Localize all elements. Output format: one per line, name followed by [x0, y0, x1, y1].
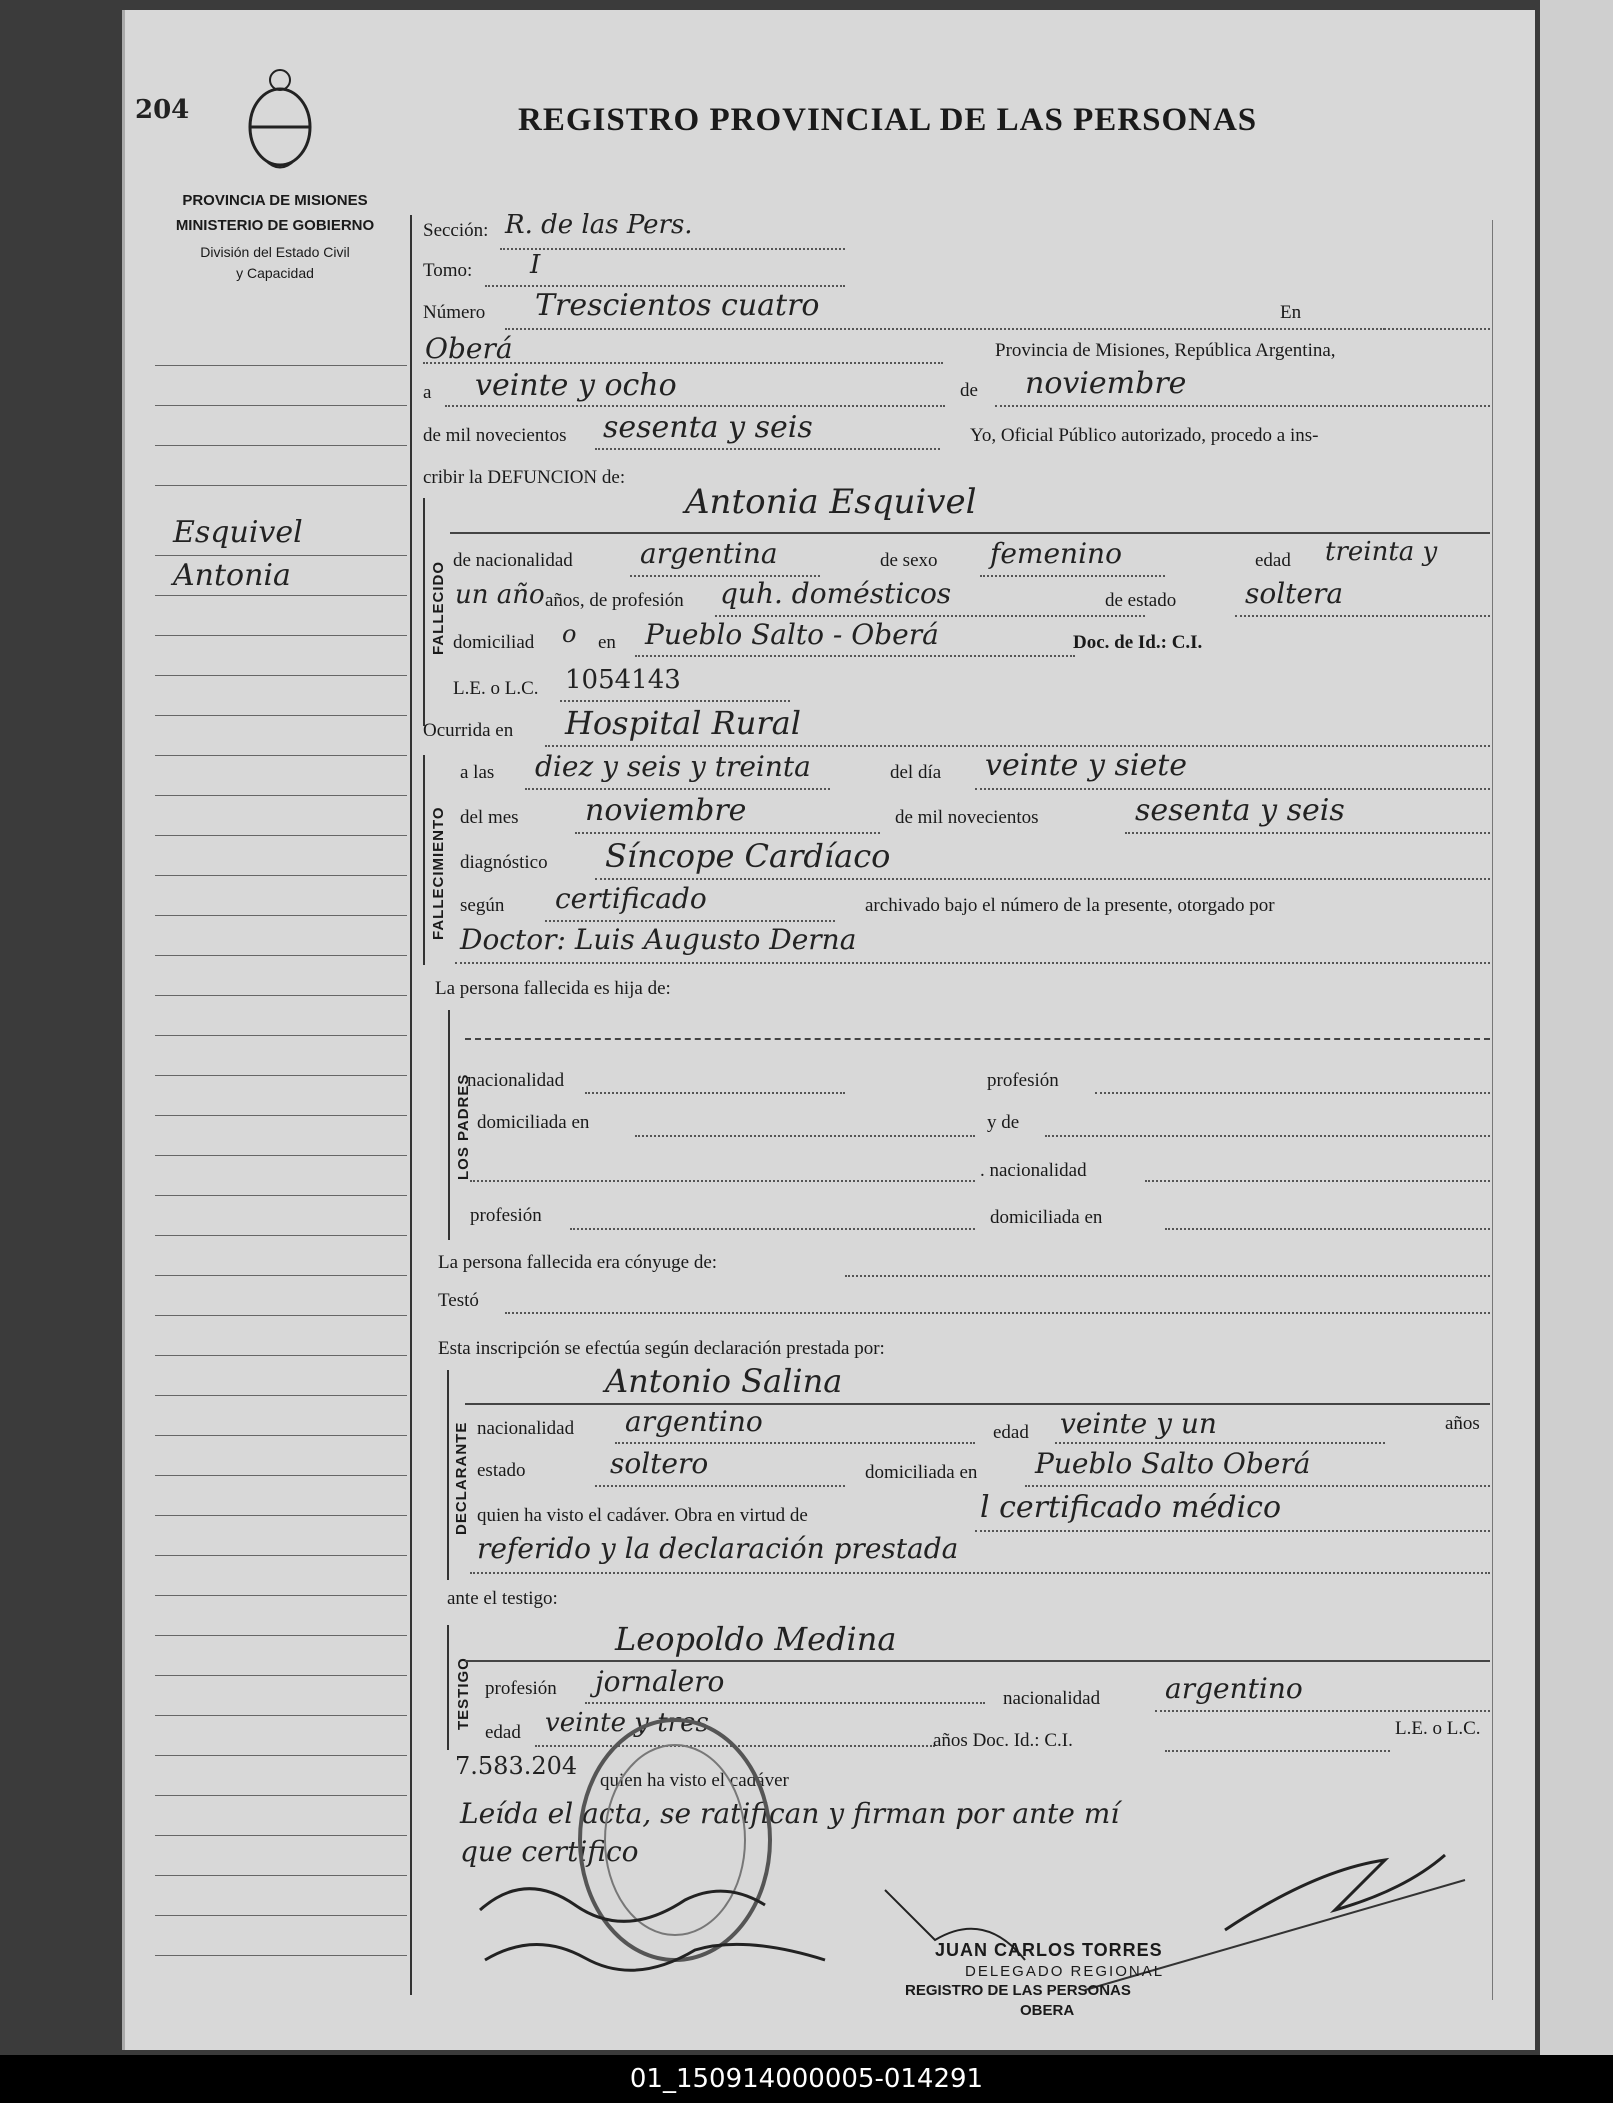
- section-bar: [423, 755, 425, 965]
- value-mes: noviembre: [1025, 366, 1187, 401]
- label-anios-profesion: años, de profesión: [545, 590, 684, 611]
- margin-rule: [155, 835, 407, 836]
- margin-rule: [155, 1395, 407, 1396]
- label-doc: Doc. de Id.: C.I.: [1073, 632, 1203, 653]
- fill-line: [585, 1702, 985, 1704]
- value-dia-fall: veinte y siete: [985, 748, 1188, 783]
- fill-line: [570, 1228, 975, 1230]
- margin-rule: [155, 1795, 407, 1796]
- margin-rule: [155, 955, 407, 956]
- label-seccion: Sección:: [423, 220, 489, 241]
- label-conyuge: La persona fallecida era cónyuge de:: [438, 1252, 718, 1273]
- margin-rule: [155, 1155, 407, 1156]
- fill-line: [545, 920, 835, 922]
- label-cribir: cribir la DEFUNCION de:: [423, 467, 626, 488]
- fill-line: [1125, 832, 1490, 834]
- margin-divider: [410, 215, 412, 1995]
- fill-line: [500, 248, 845, 250]
- label-testigo-nacionalidad: nacionalidad: [1003, 1688, 1101, 1709]
- value-ocurrida: Hospital Rural: [565, 704, 801, 742]
- header-ministry: MINISTERIO DE GOBIERNO: [175, 217, 375, 234]
- value-segun: certificado: [555, 882, 707, 915]
- fill-line: [1145, 1180, 1490, 1182]
- fill-line: [1235, 615, 1490, 617]
- fill-line: [1055, 1442, 1385, 1444]
- margin-note-name: Antonia: [173, 558, 291, 593]
- value-edad2: un año: [455, 580, 545, 610]
- margin-rule: [155, 1555, 407, 1556]
- section-label-fallecido: FALLECIDO: [430, 561, 447, 655]
- value-testigo-nacionalidad: argentino: [1165, 1672, 1303, 1705]
- value-dom-suffix: o: [562, 620, 577, 648]
- fill-line: [1320, 328, 1490, 330]
- header-province: PROVINCIA DE MISIONES: [182, 192, 368, 209]
- label-en: En: [1280, 302, 1302, 323]
- fill-line: [1025, 1485, 1490, 1487]
- margin-rule: [155, 1075, 407, 1076]
- coat-of-arms-icon: [240, 65, 320, 175]
- margin-rule: [155, 755, 407, 756]
- section-bar: [447, 1625, 449, 1750]
- label-provincia: Provincia de Misiones, República Argentina,: [995, 340, 1336, 361]
- label-testigo-le: L.E. o L.C.: [1395, 1718, 1481, 1739]
- margin-rule: [155, 915, 407, 916]
- fill-line: [470, 1572, 1490, 1574]
- value-numero: Trescientos cuatro: [535, 288, 820, 323]
- fill-line: [545, 745, 1490, 747]
- fill-line: [845, 1275, 1490, 1277]
- value-nacionalidad: argentina: [640, 537, 778, 570]
- fill-line: [465, 1660, 1490, 1662]
- label-padres-profesion2: profesión: [470, 1205, 542, 1226]
- signature-name: JUAN CARLOS TORRES: [935, 1940, 1163, 1960]
- value-doctor: Doctor: Luis Augusto Derna: [460, 923, 857, 956]
- value-domicilio: Pueblo Salto - Oberá: [645, 618, 939, 651]
- margin-rule: [155, 405, 407, 406]
- fill-line: [595, 448, 940, 450]
- section-bar: [423, 498, 425, 726]
- label-padres-domiciliada2: domiciliada en: [990, 1207, 1103, 1228]
- label-declarante-domiciliada: domiciliada en: [865, 1462, 978, 1483]
- margin-rule: [155, 1435, 407, 1436]
- label-del-mes: del mes: [460, 807, 519, 828]
- margin-rule: [155, 715, 407, 716]
- fill-line: [585, 1092, 845, 1094]
- fill-line: [975, 1530, 1490, 1532]
- label-le: L.E. o L.C.: [453, 678, 539, 699]
- label-inscripcion: Esta inscripción se efectúa según declaración prestada por:: [438, 1338, 885, 1359]
- fill-line: [485, 285, 845, 287]
- value-mes-fall: noviembre: [585, 793, 747, 828]
- margin-rule: [155, 635, 407, 636]
- fill-line: [560, 700, 790, 702]
- value-diagnostico: Síncope Cardíaco: [605, 837, 891, 875]
- label-domiciliad: domiciliad: [453, 632, 535, 653]
- fill-line: [1165, 1228, 1490, 1230]
- label-a: a: [423, 382, 432, 403]
- margin-rule: [155, 595, 407, 596]
- margin-rule: [155, 1235, 407, 1236]
- fill-line: [635, 655, 1075, 657]
- value-nombre: Antonia Esquivel: [685, 482, 977, 522]
- margin-rule: [155, 1955, 407, 1956]
- fill-line: [595, 878, 1490, 880]
- margin-rule: [155, 1595, 407, 1596]
- label-quien: quien ha visto el cadáver. Obra en virtud de: [477, 1505, 808, 1526]
- label-padres-nacionalidad: nacionalidad: [467, 1070, 565, 1091]
- fill-line: [465, 1403, 1490, 1405]
- margin-rule: [155, 1475, 407, 1476]
- signature-city: OBERA: [1020, 2002, 1075, 2019]
- label-del-dia: del día: [890, 762, 942, 783]
- label-testigo-anios-doc: años Doc. Id.: C.I.: [933, 1730, 1073, 1751]
- margin-rule: [155, 1875, 407, 1876]
- value-edad1: treinta y: [1325, 537, 1438, 567]
- fill-line: [525, 788, 830, 790]
- margin-rule: [155, 1675, 407, 1676]
- label-declarante-nacionalidad: nacionalidad: [477, 1418, 575, 1439]
- label-declarante-anios: años: [1445, 1413, 1480, 1434]
- label-estado: de estado: [1105, 590, 1177, 611]
- margin-rule: [155, 1355, 407, 1356]
- value-profesion: quh. domésticos: [720, 577, 952, 610]
- label-de-mil: de mil novecientos: [423, 425, 567, 446]
- header-capacity: y Capacidad: [236, 265, 314, 281]
- signature-office: REGISTRO DE LAS PERSONAS: [905, 1982, 1131, 1999]
- value-tomo: I: [530, 250, 541, 280]
- label-testigo-quien: quien ha visto el cadáver: [600, 1770, 789, 1791]
- fill-line: [635, 1135, 975, 1137]
- margin-rule: [155, 1835, 407, 1836]
- header-division: División del Estado Civil: [200, 244, 350, 260]
- value-declarante-domicilio: Pueblo Salto Oberá: [1035, 1447, 1311, 1480]
- value-dia: veinte y ocho: [475, 368, 677, 403]
- margin-rule: [155, 1275, 407, 1276]
- image-footer: 01_150914000005-014291: [0, 2055, 1613, 2103]
- register-page: [122, 10, 1535, 2050]
- label-de-mil2: de mil novecientos: [895, 807, 1039, 828]
- value-testigo-edad: veinte y tres: [545, 1708, 709, 1738]
- value-obra2: referido y la declaración prestada: [477, 1532, 959, 1565]
- label-declarante-edad: edad: [993, 1422, 1029, 1443]
- label-testigo-profesion: profesión: [485, 1678, 557, 1699]
- value-anio: sesenta y seis: [603, 410, 813, 445]
- value-declarante-nacionalidad: argentino: [625, 1405, 763, 1438]
- value-testigo-nombre: Leopoldo Medina: [615, 1620, 897, 1658]
- label-padres-domiciliada: domiciliada en: [477, 1112, 590, 1133]
- page-number: 204: [135, 95, 190, 125]
- section-label-padres: LOS PADRES: [455, 1073, 472, 1180]
- margin-note-surname: Esquivel: [173, 515, 303, 550]
- label-diagnostico: diagnóstico: [460, 852, 548, 873]
- section-label-declarante: DECLARANTE: [453, 1421, 470, 1535]
- label-numero: Número: [423, 302, 486, 323]
- fill-line: [980, 575, 1165, 577]
- margin-rule: [155, 1755, 407, 1756]
- label-nacionalidad: de nacionalidad: [453, 550, 573, 571]
- margin-rule: [155, 1115, 407, 1116]
- label-de: de: [960, 380, 978, 401]
- section-label-fallecimiento: FALLECIMIENTO: [430, 806, 447, 940]
- fill-line: [995, 405, 1490, 407]
- adjacent-page: [1540, 0, 1613, 2055]
- value-declarante-estado: soltero: [610, 1447, 709, 1480]
- label-edad: edad: [1255, 550, 1291, 571]
- label-yo: Yo, Oficial Público autorizado, procedo a ins-: [970, 425, 1319, 446]
- label-en-dom: en: [598, 632, 616, 653]
- section-bar: [447, 1370, 449, 1580]
- label-ocurrida: Ocurrida en: [423, 720, 514, 741]
- label-sexo: de sexo: [880, 550, 938, 571]
- value-leida2: que certifico: [460, 1835, 639, 1868]
- value-leida1: Leída el acta, se ratifican y firman por ante mí: [460, 1797, 1120, 1830]
- label-segun: según: [460, 895, 505, 916]
- page-title: REGISTRO PROVINCIAL DE LAS PERSONAS: [518, 102, 1258, 138]
- label-declarante-estado: estado: [477, 1460, 526, 1481]
- right-margin: [1492, 220, 1493, 2000]
- label-a-las: a las: [460, 762, 495, 783]
- fill-line: [1155, 1710, 1490, 1712]
- fill-line: [465, 1038, 1490, 1040]
- value-sexo: femenino: [990, 537, 1122, 570]
- margin-rule: [155, 795, 407, 796]
- fill-line: [505, 1312, 1490, 1314]
- section-bar: [448, 1010, 450, 1240]
- label-y-de: y de: [987, 1112, 1020, 1133]
- margin-rule: [155, 1915, 407, 1916]
- label-padres-nacionalidad2: . nacionalidad: [980, 1160, 1087, 1181]
- value-testigo-le: 7.583.204: [455, 1752, 578, 1780]
- margin-rule: [155, 675, 407, 676]
- margin-rule: [155, 1195, 407, 1196]
- fill-line: [450, 532, 1490, 534]
- fill-line: [615, 1442, 975, 1444]
- margin-rule: [155, 1515, 407, 1516]
- margin-rule: [155, 445, 407, 446]
- margin-rule: [155, 485, 407, 486]
- label-padres-profesion: profesión: [987, 1070, 1059, 1091]
- fill-line: [470, 1180, 975, 1182]
- fill-line: [1165, 1750, 1390, 1752]
- value-declarante-nombre: Antonio Salina: [605, 1362, 843, 1400]
- margin-rule: [155, 995, 407, 996]
- margin-rule: [155, 875, 407, 876]
- label-testigo-edad: edad: [485, 1722, 521, 1743]
- value-declarante-edad: veinte y un: [1060, 1407, 1217, 1440]
- section-label-testigo: TESTIGO: [455, 1657, 472, 1730]
- label-hija: La persona fallecida es hija de:: [435, 978, 671, 999]
- label-tomo: Tomo:: [423, 260, 473, 281]
- fill-line: [975, 788, 1490, 790]
- margin-rule: [155, 1715, 407, 1716]
- margin-rule: [155, 555, 407, 556]
- label-testo: Testó: [438, 1290, 479, 1311]
- signature-role: DELEGADO REGIONAL: [965, 1963, 1165, 1980]
- margin-rule: [155, 365, 407, 366]
- fill-line: [575, 832, 880, 834]
- label-ante: ante el testigo:: [447, 1588, 558, 1609]
- label-archivado: archivado bajo el número de la presente, otorgado por: [865, 895, 1275, 916]
- fill-line: [595, 1485, 845, 1487]
- value-obra1: l certificado médico: [980, 1490, 1282, 1525]
- fill-line: [1045, 1135, 1490, 1137]
- value-le: 1054143: [565, 665, 681, 695]
- value-anio-fall: sesenta y seis: [1135, 793, 1345, 828]
- fill-line: [505, 328, 1385, 330]
- value-testigo-profesion: jornalero: [595, 1665, 725, 1698]
- value-estado: soltera: [1245, 577, 1344, 610]
- value-seccion: R. de las Pers.: [505, 210, 693, 240]
- value-lugar: Oberá: [425, 332, 513, 365]
- margin-rule: [155, 1635, 407, 1636]
- fill-line: [445, 405, 945, 407]
- margin-rule: [155, 1315, 407, 1316]
- fill-line: [1095, 1092, 1490, 1094]
- fill-line: [455, 962, 1490, 964]
- fill-line: [423, 362, 943, 364]
- fill-line: [715, 615, 1145, 617]
- margin-rule: [155, 1035, 407, 1036]
- value-hora: diez y seis y treinta: [535, 750, 811, 783]
